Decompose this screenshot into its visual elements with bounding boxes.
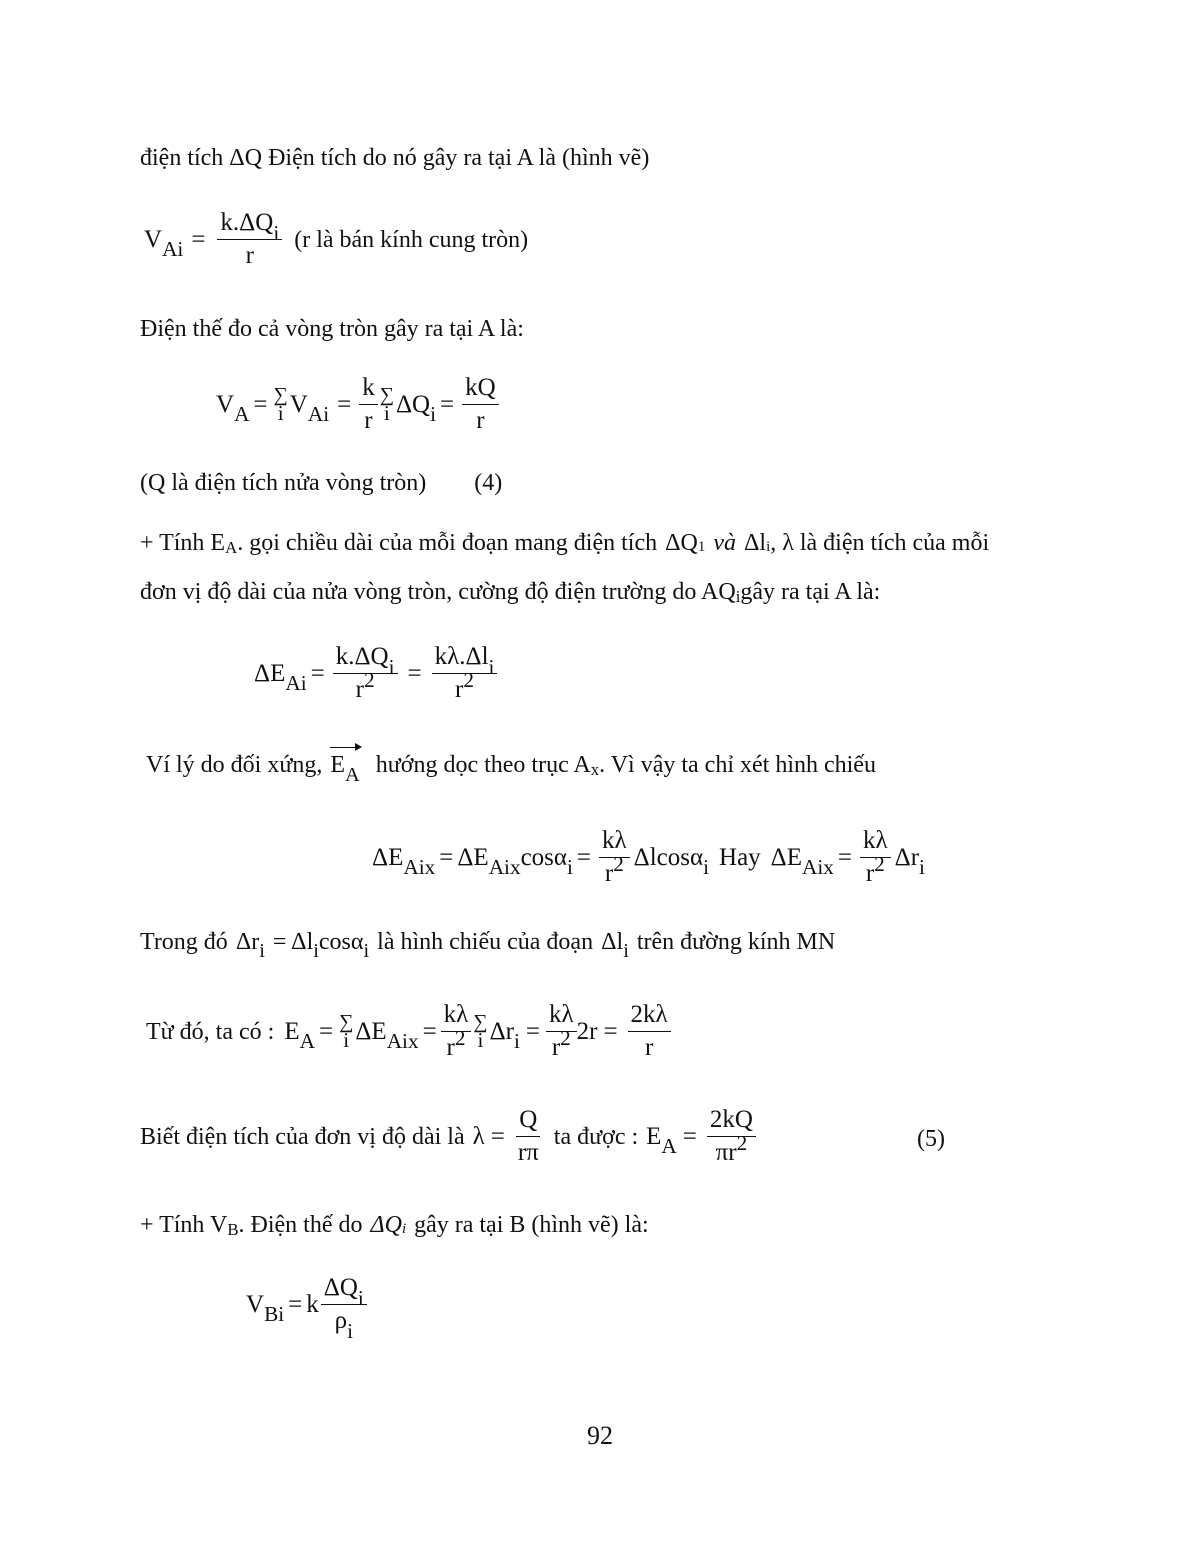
paragraph-7: Trong đó Δr i = Δl i cosα i là hình chiếu của đoạn Δl i trên đường kính MN [140, 929, 836, 962]
fraction: $\frac{2kQ}{\pi r^2}$ [707, 1107, 756, 1167]
paragraph-1 [140, 146, 649, 170]
subscript: B [227, 1219, 239, 1239]
text: và [713, 530, 736, 556]
text: + Tính E [140, 530, 226, 556]
subscript: Ai [162, 236, 184, 261]
symbol: V [144, 226, 163, 254]
symbol: ΔQ [665, 530, 698, 556]
text: đơn vị độ dài của nửa vòng tròn, cường độ điện trường do AQ [140, 579, 736, 605]
text: Hay [719, 844, 761, 872]
subscript: i [735, 586, 741, 606]
text: ta được : [553, 1123, 639, 1150]
vector-e-a: $E_A$ [330, 752, 360, 787]
denominator: r [245, 242, 254, 270]
numerator: k.ΔQ [220, 209, 274, 236]
fraction: $\frac{Q}{r\pi}$ [517, 1106, 539, 1167]
equation-delta-e-aix: ΔE Aix = ΔE Aix cosα i = $\frac{k\lambda}{r^2}$ Δlcosα i Hay ΔE Aix = $\frac{k\lambda}{r^2}$ Δr i [372, 827, 925, 888]
equation-delta-e-ai: ΔE Ai = $\frac{k.\Delta Q_i}{r^2}$ = $\frac{k\lambda.\Delta l_i}{r^2}$ [254, 644, 501, 704]
symbol: ΔE [254, 660, 286, 688]
text: + Tính V [140, 1212, 228, 1238]
fraction: $\frac{2k\lambda}{r}$ [628, 1002, 671, 1062]
fraction: $\frac{kQ}{r}$ [462, 375, 499, 435]
symbol: V [216, 391, 235, 419]
paragraph-4 [140, 531, 989, 555]
fraction: $\frac{k\lambda}{r^2}$ [599, 828, 630, 888]
paragraph-8 [140, 1213, 649, 1237]
term: ΔQ [395, 391, 431, 419]
equation-tag: (5) [917, 1126, 945, 1152]
equation-e-a-sum: Từ đó, ta có : E A = ∑ i ΔE Aix = $\frac{k\lambda}{r^2}$ ∑ i Δr i = $\frac{k\lambda}{r^2}$ 2r = $\frac{2k\lambda}{r}$ [146, 1002, 675, 1062]
subscript: Ai [307, 401, 330, 426]
fraction: $\frac{k}{r}$ [359, 375, 378, 435]
subscript: Ai [285, 670, 307, 695]
subscript: i [401, 1221, 407, 1238]
text: điện tích ΔQ Điện tích do nó gây ra tại A là (hình vẽ) [140, 145, 650, 171]
sum-symbol: ∑ i [273, 384, 288, 426]
sum-symbol: ∑ i [339, 1011, 354, 1053]
text: . Vì vậy ta chỉ xét hình chiếu [599, 752, 876, 778]
equation-v-ai: V Ai = $\frac{k.\Delta Q_i}{r}$ (r là bán kính cung tròn) [144, 209, 529, 270]
fraction: $\frac{\Delta Q_i}{\rho_i}$ [321, 1275, 367, 1335]
symbol: Δl [743, 530, 767, 556]
symbol: ΔQ [370, 1212, 402, 1238]
text: Trong đó [140, 929, 228, 955]
note: (r là bán kính cung tròn) [294, 226, 529, 253]
sum-symbol: ∑ i [379, 384, 394, 426]
paragraph-3 [140, 471, 502, 495]
fraction [217, 210, 282, 270]
equation-e-a-final: Biết điện tích của đơn vị độ dài là λ = $\frac{Q}{r\pi}$ ta được : E A = $\frac{2kQ}{\pi r^2}$ (5) [140, 1106, 945, 1167]
text: Biết điện tích của đơn vị độ dài là [140, 1123, 465, 1150]
subscript: 1 [697, 539, 706, 556]
equation-v-a: V A = ∑ i V Ai = $\frac{k}{r}$ ∑ i ΔQ i = $\frac{kQ}{r}$ [216, 375, 503, 435]
paragraph-5 [140, 580, 880, 604]
text: Từ đó, ta có : [146, 1018, 275, 1045]
subscript: A [234, 401, 250, 426]
subscript: i [273, 220, 280, 245]
text: Điện thế đo cả vòng tròn gây ra tại A là: [140, 316, 524, 342]
subscript: A [225, 537, 238, 557]
fraction: $\frac{k\lambda}{r^2}$ [441, 1002, 472, 1062]
term: V [289, 391, 308, 419]
text: . gọi chiều dài của mỗi đoạn mang điện tích [237, 530, 658, 556]
text: gây ra tại A là: [740, 579, 881, 605]
paragraph-2 [140, 317, 524, 341]
fraction: $\frac{k\lambda}{r^2}$ [546, 1002, 577, 1062]
text: gây ra tại B (hình vẽ) là: [414, 1212, 649, 1238]
text: là hình chiếu của đoạn [377, 929, 594, 955]
fraction: $\frac{k\lambda.\Delta l_i}{r^2}$ [432, 644, 498, 704]
paragraph-6 [146, 752, 876, 787]
text: (Q là điện tích nửa vòng tròn) [140, 470, 427, 496]
text: hướng dọc theo trục A [375, 752, 591, 778]
sum-symbol: ∑ i [473, 1011, 488, 1053]
equation-v-bi: V Bi = k $\frac{\Delta Q_i}{\rho_i}$ [246, 1275, 371, 1335]
text: , λ là điện tích của mỗi [770, 530, 990, 556]
page-number: 92 [587, 1421, 613, 1450]
subscript: i [766, 539, 771, 556]
fraction: $\frac{k.\Delta Q_i}{r^2}$ [333, 644, 398, 704]
text: . Điện thế do [238, 1212, 363, 1238]
subscript: i [430, 401, 437, 426]
subscript: x [590, 759, 600, 779]
equation-tag: (4) [474, 470, 503, 496]
fraction: $\frac{k\lambda}{r^2}$ [860, 828, 891, 888]
text: Ví lý do đối xứng, [146, 752, 323, 778]
text: trên đường kính MN [636, 929, 836, 955]
